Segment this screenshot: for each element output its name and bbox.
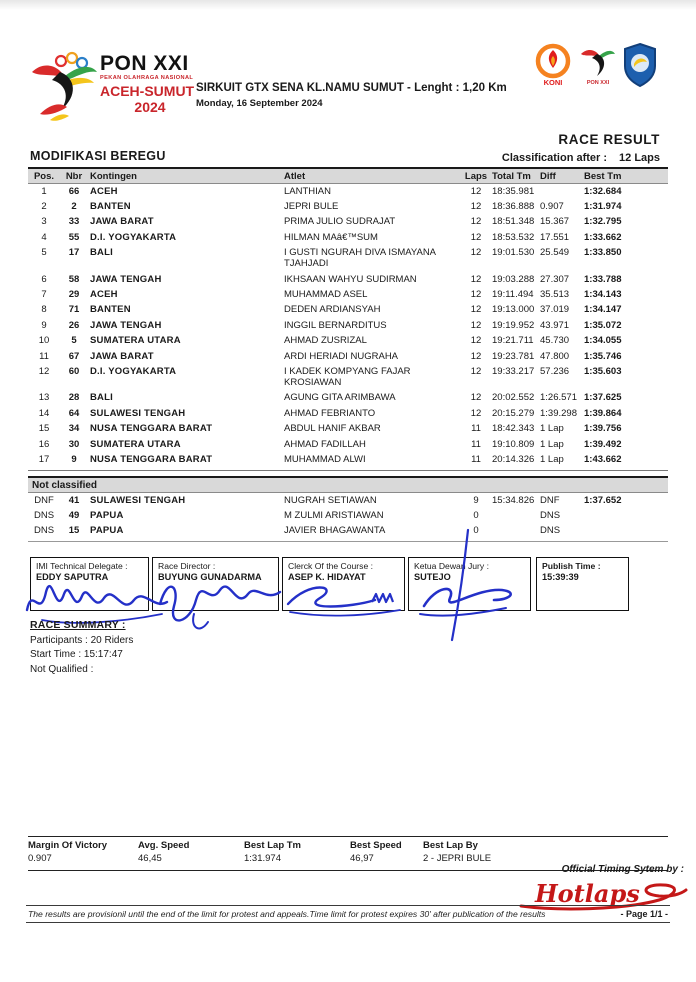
cell-laps: 11: [471, 423, 481, 435]
cell-diff: DNS: [540, 509, 561, 521]
cell-kontingen: ACEH: [90, 185, 118, 197]
cell-diff: 57.236: [540, 366, 570, 378]
publish-time-label: Publish Time :: [542, 561, 601, 571]
cell-atlet: JAVIER BHAGAWANTA: [282, 524, 462, 542]
race-summary-start-time: Start Time : 15:17:47: [30, 649, 123, 660]
cell-laps: 12: [470, 335, 482, 347]
cell-best: 1:35.746: [584, 350, 622, 362]
timing-system-label: Official Timing Sytem by :: [561, 864, 684, 875]
table-row: [28, 453, 668, 471]
cell-nbr: 71: [68, 304, 80, 316]
shield-logo-icon: [622, 42, 658, 88]
cell-nbr: 34: [68, 423, 80, 435]
stat-best-lap-by: [423, 840, 668, 864]
cell-laps: 12: [470, 392, 482, 404]
cell-total: [490, 508, 538, 523]
cell-atlet: INGGIL BERNARDITUS: [284, 319, 387, 331]
cell-total: 20:14.326: [490, 453, 538, 471]
table-row: [28, 422, 668, 437]
cell-pos: 2: [41, 200, 47, 212]
event-title: SIRKUIT GTX SENA KL.NAMU SUMUT - Lenght : 1,20 Km: [196, 82, 507, 94]
cell-best: 1:35.603: [584, 366, 622, 378]
race-summary-title: RACE SUMMARY :: [30, 619, 126, 631]
col-header-pos: Pos.: [28, 168, 60, 184]
scan-artifact: [0, 0, 696, 10]
col-header-nbr: Nbr: [60, 168, 88, 184]
pon-subtitle: PEKAN OLAHRAGA NASIONAL: [100, 75, 194, 82]
table-row: [28, 493, 668, 509]
event-date: Monday, 16 September 2024: [196, 98, 323, 109]
table-row: [28, 406, 668, 421]
cell-kontingen: BANTEN: [90, 200, 131, 212]
cell-pos: 14: [38, 407, 50, 419]
cell-total: 19:21.711: [492, 335, 534, 347]
col-header-diff: Diff: [538, 168, 582, 184]
cell-pos: 3: [41, 216, 47, 228]
footer-disclaimer: The results are provisionil until the end of the limit for protest and appeals.Time limit for protest expires 30' after publication of the results: [28, 909, 546, 919]
cell-laps: 12: [470, 185, 482, 197]
cell-diff: DNS: [538, 524, 582, 542]
cell-laps: 12: [470, 273, 482, 285]
footer-bar: [26, 905, 670, 923]
cell-nbr: 5: [71, 335, 77, 347]
cell-best: 1:39.492: [584, 438, 622, 450]
official-box-clerk-of-course: [282, 557, 405, 611]
cell-total: 19:10.809: [492, 438, 535, 450]
official-name: SUTEJO: [414, 572, 451, 582]
cell-atlet: MUHAMMAD ALWI: [282, 453, 462, 471]
cell-pos: DNS: [33, 509, 55, 521]
cell-best: 1:37.625: [584, 392, 622, 404]
cell-atlet: HILMAN MAâ€™SUM: [284, 231, 378, 243]
cell-nbr: 30: [68, 438, 80, 450]
cell-diff: 47.800: [540, 350, 570, 362]
cell-laps: 11: [462, 453, 490, 471]
stat-label: Best Speed: [350, 840, 402, 851]
stat-margin-of-victory: [28, 840, 138, 864]
official-box-race-director: [152, 557, 279, 611]
cell-laps: 12: [470, 231, 482, 243]
not-classified-table: [28, 476, 668, 542]
cell-pos: 7: [41, 288, 47, 300]
cell-nbr: 17: [68, 247, 80, 259]
cell-atlet: AHMAD ZUSRIZAL: [284, 335, 367, 347]
cell-diff: 0.907: [540, 200, 564, 212]
cell-laps: 12: [470, 319, 482, 331]
cell-laps: 12: [470, 200, 482, 212]
cell-kontingen: D.I. YOGYAKARTA: [90, 231, 177, 243]
cell-best: [582, 524, 668, 542]
table-row: [28, 303, 668, 318]
table-row: [28, 437, 668, 452]
table-row: [28, 230, 668, 245]
cell-atlet: AHMAD FADILLAH: [284, 438, 366, 450]
cell-total: 19:13.000: [492, 304, 535, 316]
cell-kontingen: JAWA BARAT: [90, 216, 154, 228]
pon-logo-text: [100, 53, 200, 114]
cell-laps: 11: [471, 438, 481, 450]
cell-total: [490, 524, 538, 542]
cell-best: 1:31.974: [584, 200, 622, 212]
table-row: [28, 365, 668, 391]
cell-total: 18:53.532: [492, 231, 535, 243]
cell-total: 18:42.343: [492, 423, 535, 435]
race-summary-participants: Participants : 20 Riders: [30, 634, 134, 646]
official-label: Race Director :: [158, 561, 216, 571]
stat-value: 1:31.974: [244, 853, 281, 864]
classification-label: Classification after :: [501, 152, 608, 164]
cell-total: 20:02.552: [492, 392, 535, 404]
cell-best: 1:39.756: [584, 423, 622, 435]
cell-pos: 15: [38, 423, 50, 435]
cell-pos: 1: [41, 185, 47, 197]
cell-nbr: 15: [60, 524, 88, 542]
cell-diff: 1 Lap: [538, 453, 582, 471]
table-row: [28, 272, 668, 287]
col-header-atlet: Atlet: [282, 168, 462, 184]
stat-label: Best Lap Tm: [244, 840, 302, 851]
pon-mini-logo-icon: [579, 42, 617, 88]
cell-diff: 17.551: [540, 231, 570, 243]
results-header-row: [28, 168, 668, 184]
cell-atlet: AHMAD FEBRIANTO: [284, 407, 376, 419]
cell-pos: 4: [41, 231, 47, 243]
cell-pos: 12: [38, 366, 50, 378]
cell-pos: DNF: [34, 494, 54, 506]
cell-kontingen: NUSA TENGGARA BARAT: [90, 423, 213, 435]
stat-label: Margin Of Victory: [28, 840, 108, 851]
page-number: - Page 1/1 -: [620, 909, 668, 919]
cell-total: 20:15.279: [492, 407, 535, 419]
cell-total: 18:36.888: [492, 200, 535, 212]
cell-atlet: MUHAMMAD ASEL: [284, 288, 368, 300]
cell-nbr: 67: [68, 350, 80, 362]
stat-label: Best Lap By: [423, 840, 478, 851]
col-header-laps: Laps: [462, 168, 490, 184]
official-name: ASEP K. HIDAYAT: [288, 572, 366, 582]
table-row: [28, 391, 668, 406]
publish-time-value: 15:39:39: [542, 572, 579, 582]
official-box-publish-time: [536, 557, 629, 611]
official-label: Ketua Dewan Jury :: [414, 561, 489, 571]
cell-atlet: NUGRAH SETIAWAN: [284, 494, 377, 506]
cell-atlet: M ZULMI ARISTIAWAN: [284, 509, 384, 521]
cell-atlet: ABDUL HANIF AKBAR: [284, 423, 381, 435]
cell-diff: 27.307: [540, 273, 570, 285]
table-row: [28, 349, 668, 364]
table-row: [28, 246, 668, 272]
cell-laps: 12: [470, 247, 482, 259]
cell-total: 19:01.530: [492, 247, 535, 259]
cell-nbr: 33: [68, 216, 80, 228]
cell-kontingen: D.I. YOGYAKARTA: [90, 366, 177, 378]
table-row: [28, 287, 668, 302]
stat-best-speed: [350, 840, 423, 864]
cell-atlet: IKHSAAN WAHYU SUDIRMAN: [284, 273, 417, 285]
cell-kontingen: JAWA BARAT: [90, 350, 154, 362]
cell-diff: 37.019: [540, 304, 570, 316]
cell-atlet: ARDI HERIADI NUGRAHA: [284, 350, 399, 362]
stat-value: 2 - JEPRI BULE: [423, 853, 492, 864]
stat-label: Avg. Speed: [138, 840, 190, 851]
federation-logos: [532, 42, 658, 88]
cell-diff: 1:39.298: [540, 407, 577, 419]
race-summary: [30, 619, 133, 675]
table-row: [28, 215, 668, 230]
cell-atlet: JEPRI BULE: [284, 200, 339, 212]
cell-laps: 12: [470, 216, 482, 228]
results-table: [28, 167, 668, 471]
cell-total: 18:51.348: [492, 216, 535, 228]
event-header: [196, 82, 536, 109]
cell-total: 15:34.826: [492, 494, 535, 506]
cell-nbr: 55: [68, 231, 80, 243]
cell-total: 19:23.781: [492, 350, 535, 362]
cell-atlet: I GUSTI NGURAH DIVA ISMAYANA TJAHJADI: [284, 247, 436, 270]
cell-atlet: LANTHIAN: [284, 185, 331, 197]
pon-host: ACEH-SUMUT: [100, 82, 195, 99]
stat-avg-speed: [138, 840, 244, 864]
stat-value: 46,97: [350, 853, 374, 864]
cell-diff: 1 Lap: [540, 423, 564, 435]
cell-kontingen: SUMATERA UTARA: [90, 438, 181, 450]
not-classified-title: Not classified: [28, 477, 668, 493]
cell-best: 1:37.652: [584, 494, 622, 506]
cell-diff: 15.367: [540, 216, 570, 228]
official-label: IMI Technical Delegate :: [36, 561, 128, 571]
category-title: MODIFIKASI BEREGU: [30, 149, 166, 163]
cell-pos: 11: [39, 350, 49, 362]
cell-pos: 10: [38, 335, 50, 347]
stat-best-lap-time: [244, 840, 350, 864]
cell-kontingen: JAWA TENGAH: [90, 319, 162, 331]
svg-text:PON XXI: PON XXI: [586, 80, 610, 86]
cell-kontingen: BALI: [90, 247, 113, 259]
svg-text:KONI: KONI: [543, 78, 563, 87]
cell-nbr: 26: [68, 319, 80, 331]
cell-total: 19:11.494: [492, 288, 534, 300]
pon-title: PON XXI: [100, 52, 189, 75]
cell-best: 1:34.055: [584, 335, 622, 347]
cell-best: 1:43.662: [582, 453, 668, 471]
col-header-best: Best Tm: [582, 168, 668, 184]
col-header-total: Total Tm: [490, 168, 538, 184]
cell-kontingen: BANTEN: [90, 304, 131, 316]
cell-nbr: 58: [68, 273, 80, 285]
cell-kontingen: SUMATERA UTARA: [90, 335, 181, 347]
cell-diff: 1 Lap: [540, 438, 564, 450]
cell-laps: 12: [470, 304, 482, 316]
cell-best: 1:34.147: [584, 304, 622, 316]
cell-pos: 8: [41, 304, 47, 316]
cell-nbr: 41: [68, 494, 80, 506]
cell-diff: 25.549: [540, 247, 570, 259]
table-row: [28, 334, 668, 349]
cell-laps: 12: [470, 407, 482, 419]
cell-diff: 1:26.571: [540, 392, 577, 404]
stat-value: 46,45: [138, 853, 162, 864]
table-row: [28, 508, 668, 523]
cell-nbr: 28: [68, 392, 80, 404]
cell-best: 1:32.795: [584, 216, 622, 228]
official-box-technical-delegate: [30, 557, 149, 611]
cell-total: 19:03.288: [492, 273, 535, 285]
cell-laps: 0: [462, 524, 490, 542]
cell-atlet: AGUNG GITA ARIMBAWA: [284, 392, 396, 404]
cell-laps: 12: [470, 350, 482, 362]
cell-nbr: 60: [68, 366, 80, 378]
stat-value: 0.907: [28, 853, 52, 864]
cell-nbr: 9: [60, 453, 88, 471]
cell-laps: 12: [470, 288, 482, 300]
cell-nbr: 49: [68, 509, 80, 521]
cell-nbr: 2: [71, 200, 77, 212]
cell-best: 1:34.143: [584, 288, 622, 300]
not-classified-header-row: [28, 477, 668, 493]
cell-pos: 16: [38, 438, 50, 450]
table-row: [28, 318, 668, 333]
cell-kontingen: NUSA TENGGARA BARAT: [88, 453, 282, 471]
official-box-jury-chief: [408, 557, 531, 611]
cell-total: 18:35.981: [492, 185, 535, 197]
cell-diff: 35.513: [540, 288, 570, 300]
cell-pos: 9: [41, 319, 47, 331]
cell-best: 1:35.072: [584, 319, 622, 331]
official-name: BUYUNG GUNADARMA: [158, 572, 262, 582]
classification-line: [502, 152, 660, 164]
cell-pos: 5: [41, 247, 47, 259]
cell-kontingen: JAWA TENGAH: [90, 273, 162, 285]
cell-diff: DNF: [540, 494, 560, 506]
cell-best: 1:33.788: [584, 273, 622, 285]
table-row: [28, 184, 668, 200]
cell-best: 1:39.864: [584, 407, 622, 419]
race-summary-not-qualified: Not Qualified :: [30, 663, 94, 675]
cell-total: 19:33.217: [492, 366, 535, 378]
koni-logo-icon: [532, 42, 574, 88]
cell-kontingen: BALI: [90, 392, 113, 404]
col-header-kontingen: Kontingen: [88, 168, 282, 184]
cell-atlet: I KADEK KOMPYANG FAJAR KROSIAWAN: [284, 366, 411, 388]
cell-kontingen: PAPUA: [90, 509, 124, 521]
svg-text:Hotlaps: Hotlaps: [535, 879, 640, 908]
cell-laps: 0: [473, 509, 479, 521]
cell-nbr: 64: [68, 407, 80, 419]
cell-diff: [538, 184, 582, 200]
cell-laps: 9: [473, 494, 479, 506]
table-row: [28, 199, 668, 214]
pon-year: 2024: [134, 98, 166, 115]
cell-nbr: 29: [68, 288, 80, 300]
cell-best: 1:33.662: [584, 231, 622, 243]
cell-kontingen: ACEH: [90, 288, 118, 300]
cell-pos: 6: [41, 273, 47, 285]
cell-nbr: 66: [68, 185, 80, 197]
cell-pos: DNS: [28, 524, 60, 542]
cell-best: 1:32.684: [584, 185, 622, 197]
official-label: Clerck Of the Course :: [288, 561, 374, 571]
cell-atlet: PRIMA JULIO SUDRAJAT: [284, 216, 396, 228]
cell-laps: 12: [470, 366, 482, 378]
race-result-label: RACE RESULT: [558, 132, 660, 147]
pon-xxi-bird-logo-icon: [30, 50, 100, 126]
cell-diff: 43.971: [540, 319, 570, 331]
cell-kontingen: SULAWESI TENGAH: [90, 407, 186, 419]
cell-total: 19:19.952: [492, 319, 535, 331]
cell-best: [582, 508, 668, 523]
cell-pos: 13: [38, 392, 50, 404]
cell-atlet: DEDEN ARDIANSYAH: [284, 304, 381, 316]
cell-diff: 45.730: [540, 335, 570, 347]
classification-laps: 12 Laps: [619, 152, 660, 164]
cell-pos: 17: [28, 453, 60, 471]
cell-best: 1:33.850: [584, 247, 622, 259]
official-name: EDDY SAPUTRA: [36, 572, 109, 582]
cell-kontingen: PAPUA: [88, 524, 282, 542]
cell-kontingen: SULAWESI TENGAH: [90, 494, 186, 506]
table-row: [28, 524, 668, 542]
